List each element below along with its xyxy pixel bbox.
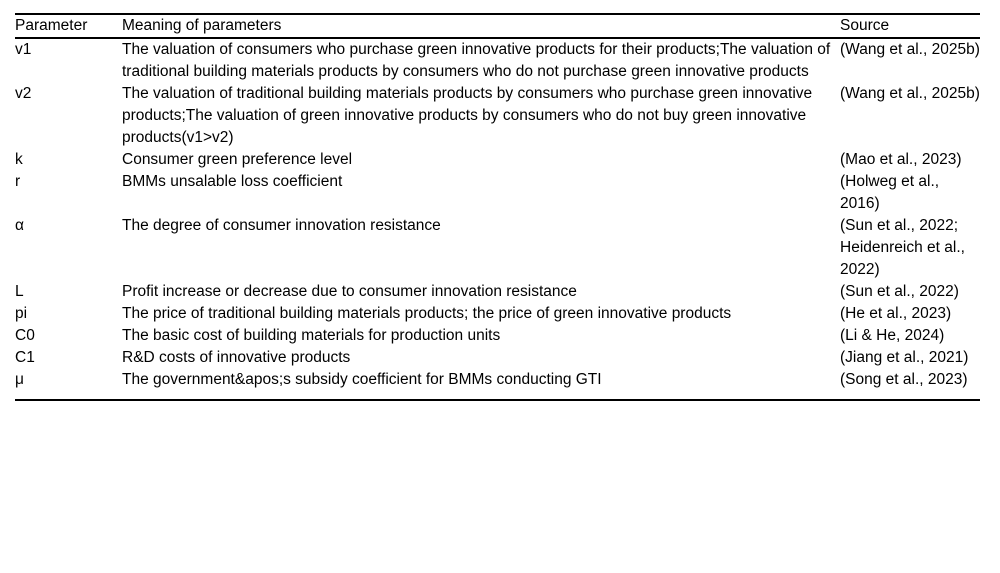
table-row xyxy=(15,325,980,347)
table-row xyxy=(15,369,980,400)
source-cell: (Mao et al., 2023) xyxy=(840,151,962,168)
source-cell: (Song et al., 2023) xyxy=(840,371,968,388)
meaning-cell: The degree of consumer innovation resistance xyxy=(122,217,441,234)
table-row xyxy=(15,347,980,369)
table-row xyxy=(15,38,980,83)
meaning-cell: The valuation of traditional building materials products by consumers who purchase green innovative products;The valuation of green innovative products by consumers who do not buy green innovative products(v1>v2) xyxy=(122,85,813,146)
meaning-cell: The government&apos;s subsidy coefficient for BMMs conducting GTI xyxy=(122,371,602,388)
source-cell: (Jiang et al., 2021) xyxy=(840,349,969,366)
parameter-cell: C1 xyxy=(15,349,35,366)
parameter-cell: v1 xyxy=(15,41,32,58)
table-body xyxy=(15,38,980,400)
meaning-cell: The valuation of consumers who purchase green innovative products for their products;The valuation of traditional building materials products by consumers who do not purchase green innovative products xyxy=(122,41,831,80)
meaning-cell: Consumer green preference level xyxy=(122,151,353,168)
meaning-cell: R&D costs of innovative products xyxy=(122,349,351,366)
parameter-cell: r xyxy=(15,173,21,190)
parameter-cell: L xyxy=(15,283,24,300)
table-row xyxy=(15,215,980,281)
parameter-cell: pi xyxy=(15,305,28,322)
parameter-cell: μ xyxy=(15,371,24,388)
source-cell: (Wang et al., 2025b) xyxy=(840,41,980,58)
meaning-cell: The basic cost of building materials for production units xyxy=(122,327,501,344)
source-cell: (Sun et al., 2022; Heidenreich et al., 2022) xyxy=(840,217,965,278)
source-cell: (Holweg et al., 2016) xyxy=(840,173,940,212)
header-meaning: Meaning of parameters xyxy=(122,14,840,38)
source-cell: (Wang et al., 2025b) xyxy=(840,85,980,102)
meaning-cell: BMMs unsalable loss coefficient xyxy=(122,173,343,190)
parameter-table xyxy=(15,13,980,401)
table-row xyxy=(15,149,980,171)
source-cell: (He et al., 2023) xyxy=(840,305,952,322)
header-row xyxy=(15,14,980,38)
parameter-cell: k xyxy=(15,151,23,168)
meaning-cell: Profit increase or decrease due to consumer innovation resistance xyxy=(122,283,577,300)
table-row xyxy=(15,83,980,149)
table-row xyxy=(15,281,980,303)
parameter-cell: v2 xyxy=(15,85,32,102)
parameter-cell: C0 xyxy=(15,327,35,344)
meaning-cell: The price of traditional building materials products; the price of green innovative products xyxy=(122,305,732,322)
table-header xyxy=(15,14,980,38)
parameter-cell: α xyxy=(15,217,24,234)
source-cell: (Li & He, 2024) xyxy=(840,327,945,344)
table-row xyxy=(15,303,980,325)
header-parameter: Parameter xyxy=(15,14,122,38)
table-row xyxy=(15,171,980,215)
source-cell: (Sun et al., 2022) xyxy=(840,283,959,300)
header-source: Source xyxy=(840,14,980,38)
